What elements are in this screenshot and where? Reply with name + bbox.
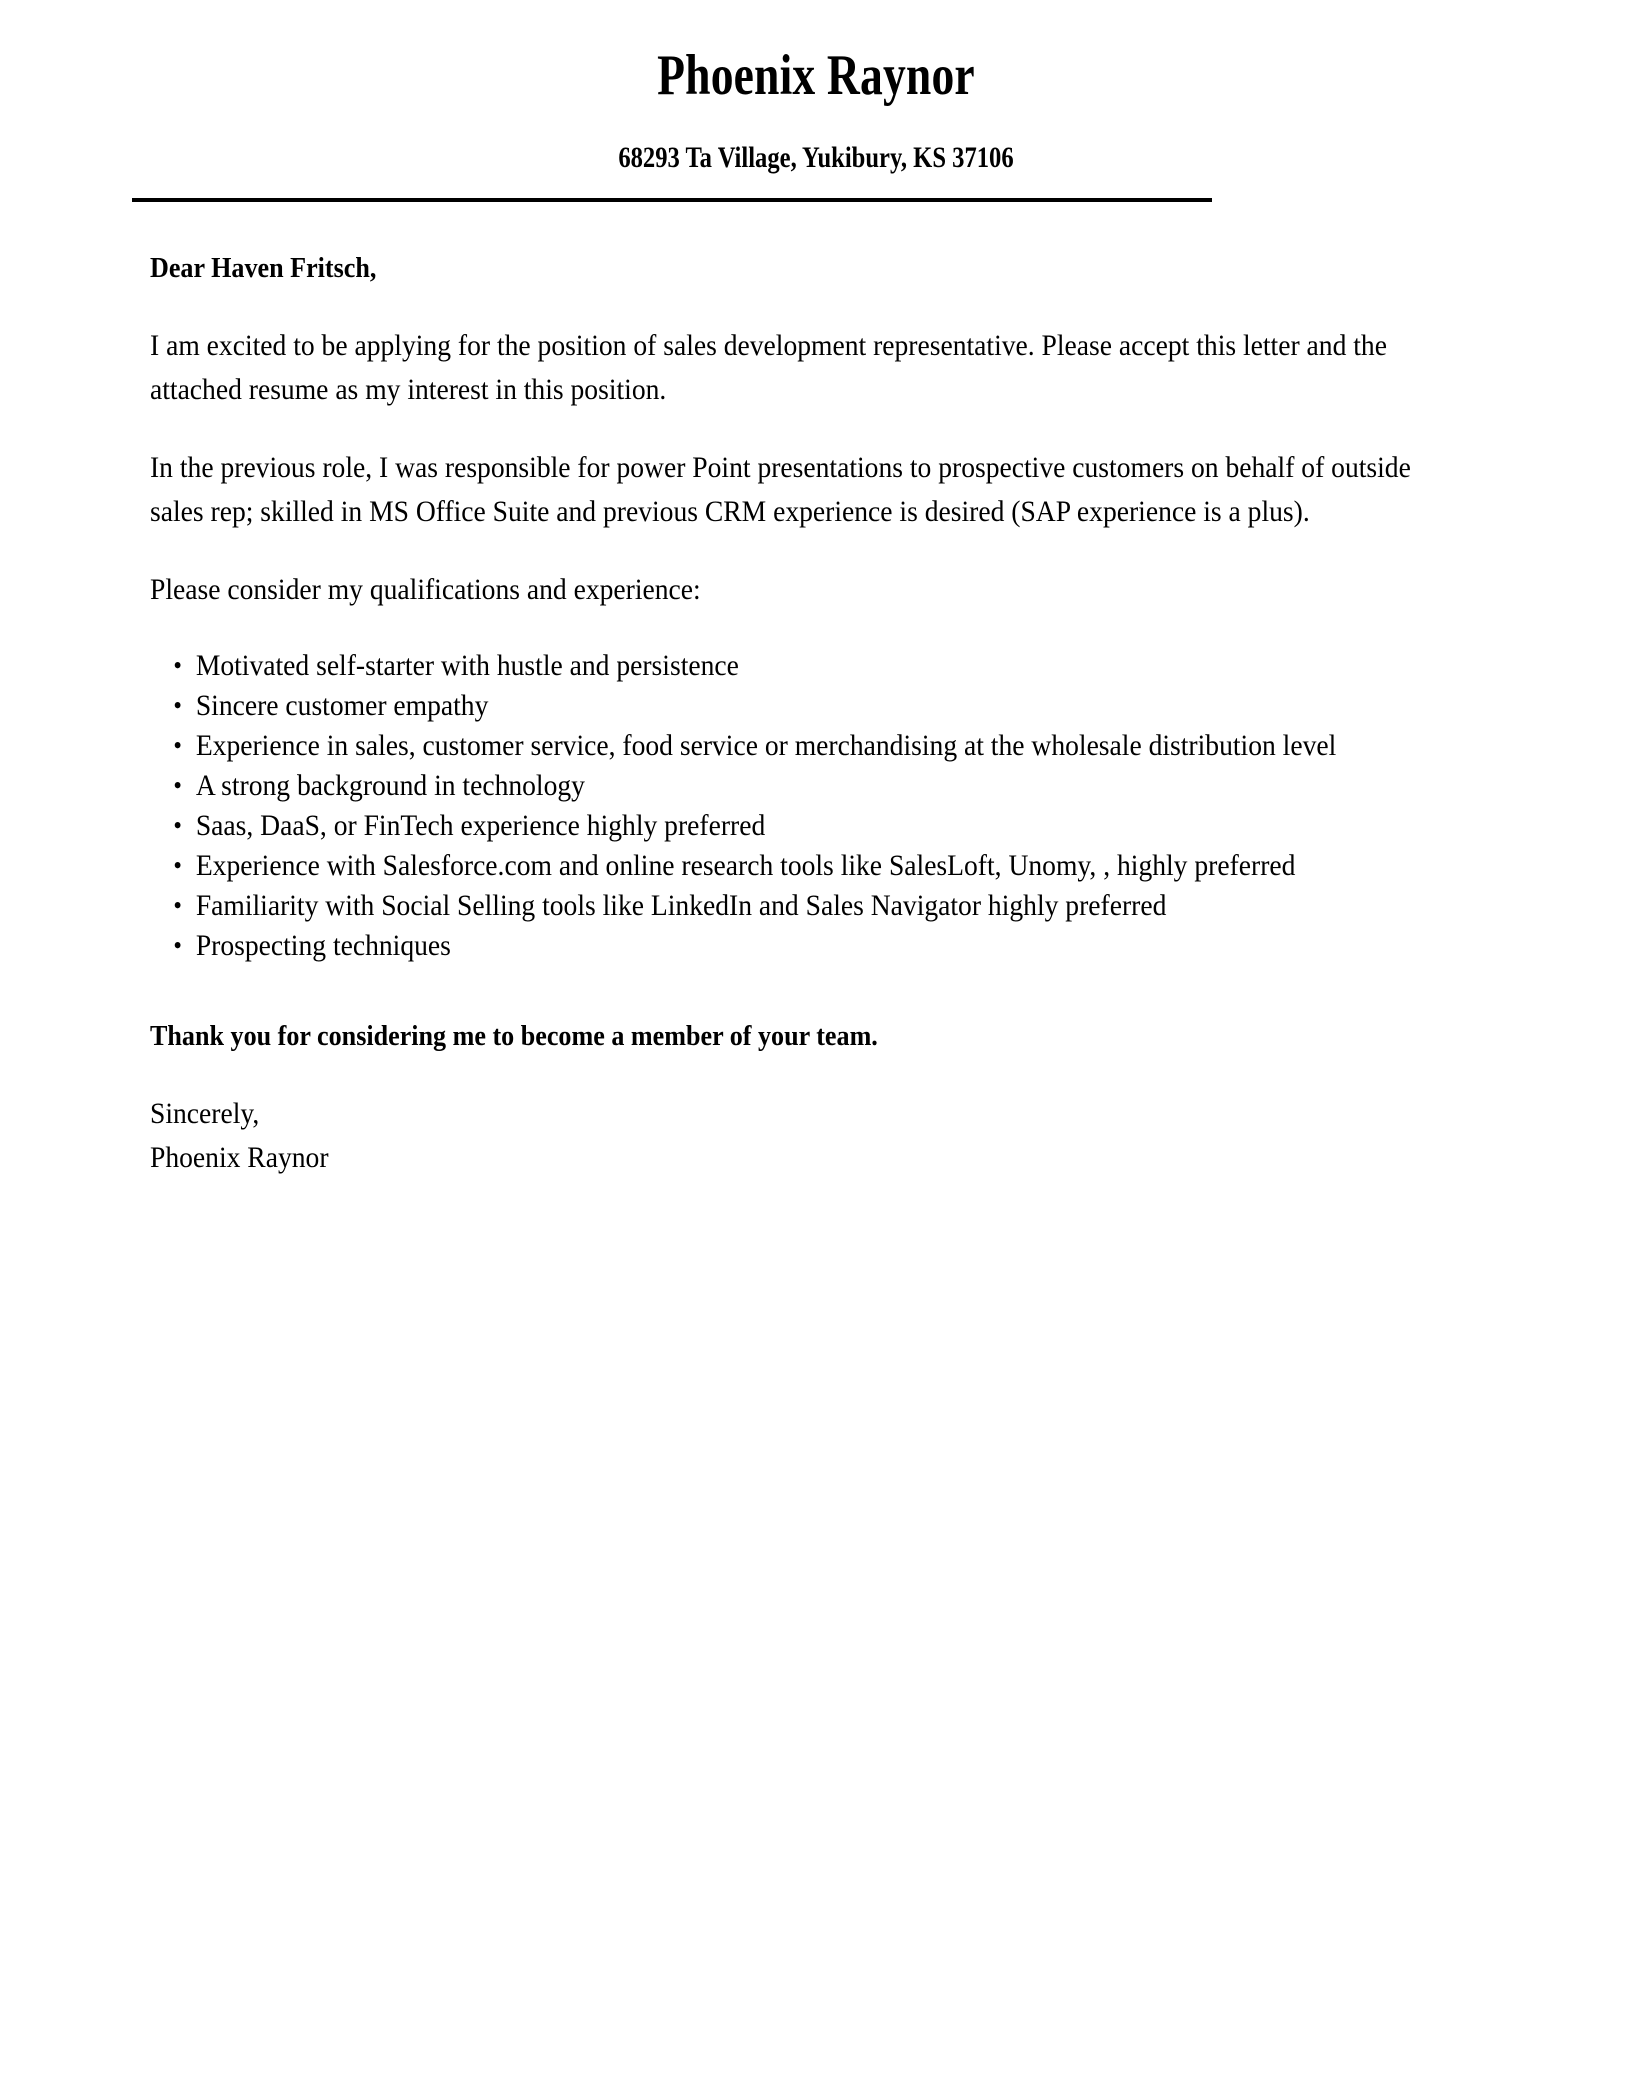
signoff-closing: Sincerely,: [150, 1097, 260, 1130]
applicant-name: Phoenix Raynor: [657, 44, 975, 107]
list-item: • Experience in sales, customer service, food service or merchandising at the wholesale distribution level: [150, 726, 1453, 766]
signoff-name: Phoenix Raynor: [150, 1141, 329, 1174]
list-item: • Motivated self-starter with hustle and persistence: [150, 646, 1453, 686]
signoff-block: [150, 1092, 1367, 1180]
closing-thanks: Thank you for considering me to become a member of your team.: [150, 1019, 878, 1052]
list-item: • Familiarity with Social Selling tools like LinkedIn and Sales Navigator highly preferred: [150, 886, 1453, 926]
letter-body: [150, 202, 1452, 1180]
paragraph-qualifications-lead: Please consider my qualifications and experience:: [150, 573, 701, 606]
applicant-address: 68293 Ta Village, Yukibury, KS 37106: [618, 140, 1014, 174]
paragraph-intro: I am excited to be applying for the position of sales development representative. Please accept this letter and the attached resume as my interest in this position.: [150, 329, 1387, 406]
list-item: • Saas, DaaS, or FinTech experience highly preferred: [150, 806, 1453, 846]
letterhead: [0, 0, 1632, 176]
list-item: • Prospecting techniques: [150, 926, 1453, 966]
qualifications-list: [150, 646, 1453, 966]
salutation: Dear Haven Fritsch,: [150, 251, 377, 284]
list-item: • Experience with Salesforce.com and online research tools like SalesLoft, Unomy, , highly preferred: [150, 846, 1453, 886]
paragraph-experience: In the previous role, I was responsible for power Point presentations to prospective customers on behalf of outside sales rep; skilled in MS Office Suite and previous CRM experience is desired (SAP experience is a plus).: [150, 451, 1411, 528]
list-item: • A strong background in technology: [150, 766, 1453, 806]
list-item: • Sincere customer empathy: [150, 686, 1453, 726]
